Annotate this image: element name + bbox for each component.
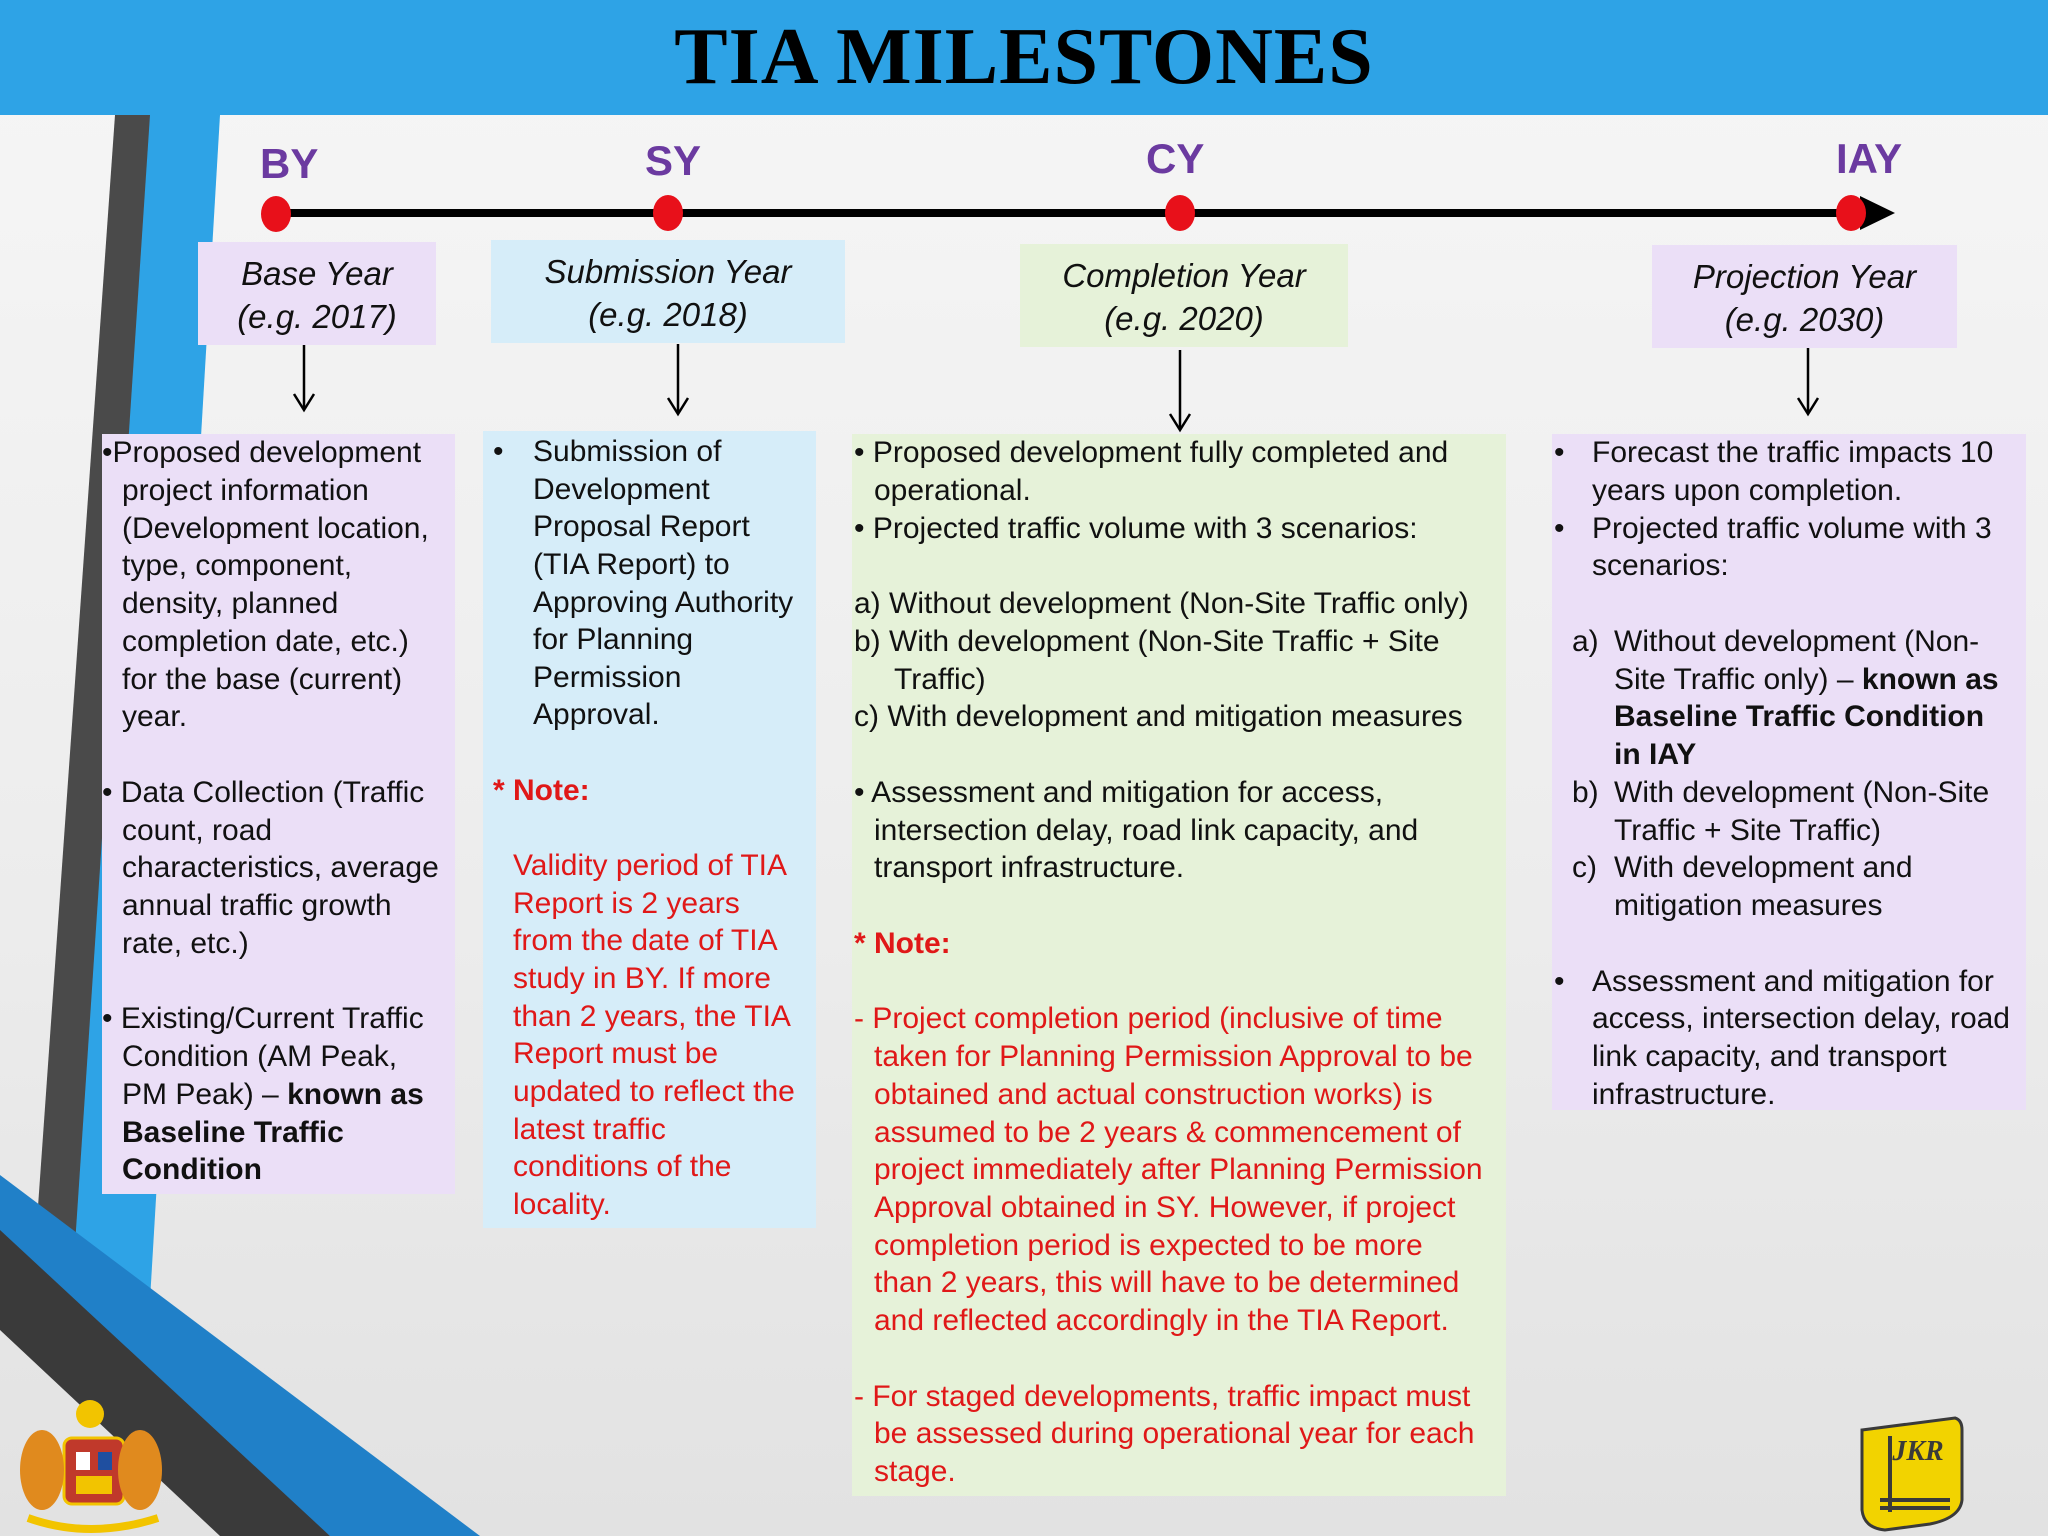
iay-bold-text: known as (1861, 663, 1999, 696)
milestone-label-iay: IAY (1836, 135, 1903, 182)
milestone-label-sy: SY (645, 137, 702, 184)
cy-note-line: obtained and actual construction works) is (874, 1078, 1433, 1111)
by-line: completion date, etc.) (122, 625, 409, 658)
by-line: type, component, (122, 549, 353, 582)
sy-note-line: from the date of TIA (513, 924, 778, 957)
sy-line: Proposal Report (533, 510, 750, 543)
cy-line: transport infrastructure. (874, 851, 1185, 884)
cy-note-line: project immediately after Planning Permission (874, 1153, 1483, 1186)
sy-note-line: updated to reflect the (513, 1075, 795, 1108)
cy-line: • Projected traffic volume with 3 scenarios: (854, 512, 1418, 545)
cy-note-line: taken for Planning Permission Approval to be (874, 1040, 1473, 1073)
jkr-logo-shield (1862, 1418, 1962, 1530)
sy-note-line: than 2 years, the TIA (513, 1000, 791, 1033)
iay-line: Forecast the traffic impacts 10 (1592, 436, 1994, 469)
sy-line: for Planning (533, 623, 694, 656)
iay-line: Projected traffic volume with 3 (1592, 512, 1992, 545)
by-line: • Existing/Current Traffic (102, 1002, 424, 1035)
iay-line: infrastructure. (1592, 1078, 1776, 1111)
cy-note-line: assumed to be 2 years & commencement of (874, 1116, 1461, 1149)
page-title: TIA MILESTONES (674, 13, 1374, 101)
iay-line: With development (Non-Site (1614, 776, 1990, 809)
cy-line: intersection delay, road link capacity, and (874, 814, 1419, 847)
year-name: Completion Year (1062, 257, 1306, 294)
iay-line: access, intersection delay, road (1592, 1002, 2010, 1035)
sy-line: (TIA Report) to (533, 548, 730, 581)
by-bold-text: known as (287, 1078, 424, 1111)
sy-line: Permission (533, 661, 682, 694)
sy-note-line: Report must be (513, 1037, 719, 1070)
iay-bullet: • (1554, 512, 1565, 545)
cy-note-line: and reflected accordingly in the TIA Report. (874, 1304, 1449, 1337)
cy-note-line: stage. (874, 1455, 956, 1488)
year-example: (e.g. 2030) (1724, 301, 1885, 338)
cy-note-line: completion period is expected to be more (874, 1229, 1423, 1262)
sy-line: Development (533, 473, 710, 506)
iay-bullet: • (1554, 965, 1565, 998)
by-line: year. (122, 700, 188, 733)
cy-note-line: be assessed during operational year for each (874, 1417, 1475, 1450)
sy-line: Approval. (533, 698, 660, 731)
sy-note-line: conditions of the (513, 1150, 732, 1183)
sy-line: Submission of (533, 435, 722, 468)
cy-note-heading: * Note: (854, 927, 951, 960)
year-name: Submission Year (544, 253, 792, 290)
by-line: for the base (current) (122, 663, 403, 696)
cy-note-line: - For staged developments, traffic impact must (854, 1380, 1471, 1413)
year-example: (e.g. 2017) (237, 298, 397, 335)
year-name: Projection Year (1692, 258, 1917, 295)
cy-line: operational. (874, 474, 1031, 507)
iay-bullet: • (1554, 436, 1565, 469)
by-line: density, planned (122, 587, 339, 620)
sy-note-line: Validity period of TIA (513, 849, 788, 882)
by-line: • Data Collection (Traffic (102, 776, 425, 809)
by-line: Condition (AM Peak, (122, 1040, 398, 1073)
iay-line: mitigation measures (1614, 889, 1883, 922)
cy-line: • Assessment and mitigation for access, (854, 776, 1384, 809)
iay-line: link capacity, and transport (1592, 1040, 1947, 1073)
by-line: count, road (122, 814, 273, 847)
by-line: Baseline Traffic (122, 1116, 344, 1149)
cy-line: c) With development and mitigation measures (854, 700, 1463, 733)
cy-line: • Proposed development fully completed and (854, 436, 1449, 469)
year-example: (e.g. 2020) (1104, 300, 1264, 337)
cy-line: a) Without development (Non-Site Traffic only) (854, 587, 1469, 620)
cy-note-line: than 2 years, this will have to be determined (874, 1266, 1460, 1299)
iay-text: Site Traffic only) – (1614, 663, 1862, 696)
cy-line: b) With development (Non-Site Traffic + Site (854, 625, 1440, 658)
sy-note-line: latest traffic (513, 1113, 666, 1146)
iay-line: With development and (1614, 851, 1913, 884)
by-line: •Proposed development (102, 436, 422, 469)
iay-line: Assessment and mitigation for (1592, 965, 1994, 998)
iay-line: years upon completion. (1592, 474, 1903, 507)
jkr-logo-text: JKR (1892, 1436, 1944, 1467)
cy-note-line: Approval obtained in SY. However, if project (874, 1191, 1456, 1224)
by-text: PM Peak) – (122, 1078, 288, 1111)
sy-note-line: study in BY. If more (513, 962, 771, 995)
by-line: Condition (122, 1153, 262, 1186)
year-name: Base Year (241, 255, 393, 292)
iay-line: Without development (Non- (1614, 625, 1980, 658)
iay-line: Baseline Traffic Condition (1614, 700, 1985, 733)
sy-note-line: Report is 2 years (513, 887, 740, 920)
cy-note-line: - Project completion period (inclusive of time (854, 1002, 1443, 1035)
iay-item-marker: a) (1572, 625, 1599, 658)
milestone-label-by: BY (260, 140, 319, 187)
year-example: (e.g. 2018) (588, 296, 748, 333)
by-line: characteristics, average (122, 851, 439, 884)
by-line: rate, etc.) (122, 927, 249, 960)
iay-line: Traffic + Site Traffic) (1614, 814, 1882, 847)
iay-line: scenarios: (1592, 549, 1729, 582)
cy-line: Traffic) (894, 663, 986, 696)
sy-note-line: locality. (513, 1188, 611, 1221)
milestone-label-cy: CY (1146, 135, 1205, 182)
sy-note-heading: * Note: (493, 774, 590, 807)
iay-line: in IAY (1614, 738, 1697, 771)
iay-item-marker: c) (1572, 851, 1597, 884)
by-line: (Development location, (122, 512, 429, 545)
sy-bullet: • (493, 435, 504, 468)
iay-item-marker: b) (1572, 776, 1599, 809)
by-line: project information (122, 474, 369, 507)
sy-line: Approving Authority (533, 586, 794, 619)
by-line: annual traffic growth (122, 889, 392, 922)
